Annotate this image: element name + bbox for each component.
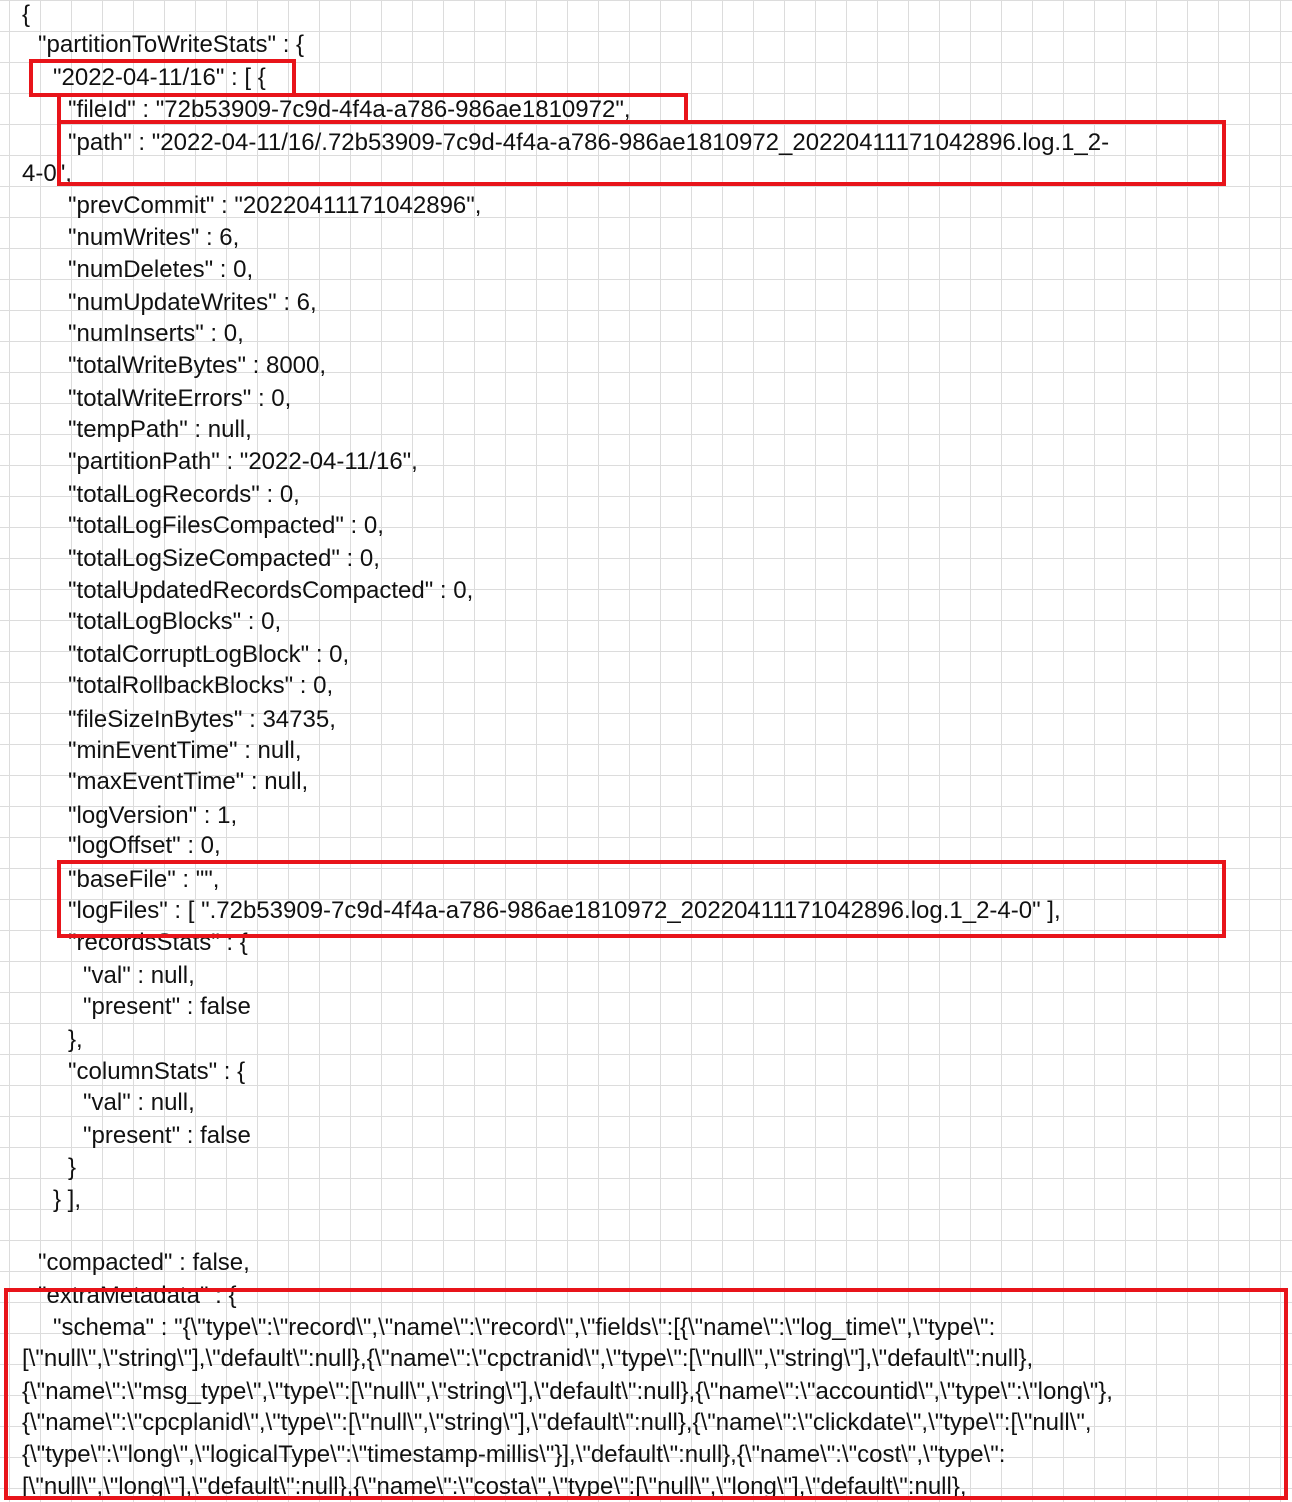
- json-line: "val" : null,: [83, 1089, 195, 1116]
- json-line: "extraMetadata" : {: [38, 1282, 237, 1309]
- json-line: "tempPath" : null,: [68, 416, 252, 443]
- json-line: "numDeletes" : 0,: [68, 256, 254, 283]
- json-line: {\"type\":\"long\",\"logicalType\":\"timestamp-millis\"}],\"default\":null},{\"name\":\"cost\",\"type\":: [22, 1441, 1006, 1468]
- json-line: {\"name\":\"msg_type\",\"type\":[\"null\",\"string\"],\"default\":null},{\"name\":\"accountid\",\"type\":\"long\"},: [22, 1378, 1113, 1405]
- json-line: "baseFile" : "",: [68, 866, 220, 893]
- json-line: "present" : false: [83, 993, 251, 1020]
- json-line: "totalRollbackBlocks" : 0,: [68, 672, 334, 699]
- json-line: } ],: [53, 1186, 82, 1213]
- json-line: "compacted" : false,: [38, 1249, 250, 1276]
- json-line: }: [68, 1154, 77, 1181]
- json-line: "recordsStats" : {: [68, 929, 248, 956]
- json-line: "numInserts" : 0,: [68, 320, 244, 347]
- json-line: "present" : false: [83, 1122, 251, 1149]
- json-line: "partitionPath" : "2022-04-11/16",: [68, 448, 418, 475]
- json-line: [\"null\",\"string\"],\"default\":null},{\"name\":\"cpctranid\",\"type\":[\"null\",\"string\"],\"default\":null},: [22, 1345, 1034, 1372]
- json-line: {: [22, 1, 31, 28]
- json-line: "totalLogSizeCompacted" : 0,: [68, 545, 380, 572]
- json-line: "schema" : "{\"type\":\"record\",\"name\":\"record\",\"fields\":[{\"name\":\"log_time\",\"type\":: [53, 1314, 996, 1341]
- json-line: "path" : "2022-04-11/16/.72b53909-7c9d-4f4a-a786-986ae1810972_20220411171042896.log.1_2-: [68, 129, 1110, 156]
- json-line: "val" : null,: [83, 962, 195, 989]
- json-line: "fileId" : "72b53909-7c9d-4f4a-a786-986ae1810972",: [68, 96, 631, 123]
- json-line: "totalCorruptLogBlock" : 0,: [68, 641, 350, 668]
- json-line: "partitionToWriteStats" : {: [38, 31, 305, 58]
- json-line: "logVersion" : 1,: [68, 802, 238, 829]
- json-line: "columnStats" : {: [68, 1058, 246, 1085]
- json-line: "numUpdateWrites" : 6,: [68, 289, 317, 316]
- json-line: "totalLogRecords" : 0,: [68, 481, 300, 508]
- json-line: "logFiles" : [ ".72b53909-7c9d-4f4a-a786-986ae1810972_20220411171042896.log.1_2-4-0" ],: [68, 897, 1061, 924]
- json-line: 4-0",: [22, 160, 72, 187]
- json-line: "totalUpdatedRecordsCompacted" : 0,: [68, 577, 474, 604]
- json-line: "totalWriteErrors" : 0,: [68, 385, 292, 412]
- json-line: "totalLogFilesCompacted" : 0,: [68, 512, 384, 539]
- json-line: [\"null\",\"long\"],\"default\":null},{\"name\":\"costa\",\"type\":[\"null\",\"long\"],\"default\":null},: [22, 1473, 967, 1500]
- json-line: "2022-04-11/16" : [ {: [53, 64, 266, 91]
- json-line: "totalWriteBytes" : 8000,: [68, 352, 327, 379]
- json-line: "fileSizeInBytes" : 34735,: [68, 706, 336, 733]
- json-line: "minEventTime" : null,: [68, 737, 302, 764]
- json-line: "numWrites" : 6,: [68, 224, 240, 251]
- json-line: {\"name\":\"cpcplanid\",\"type\":[\"null\",\"string\"],\"default\":null},{\"name\":\"clickdate\",\"type\":[\"null\",: [22, 1409, 1092, 1436]
- json-line: "prevCommit" : "20220411171042896",: [68, 192, 482, 219]
- json-line: "maxEventTime" : null,: [68, 768, 309, 795]
- json-line: },: [68, 1026, 83, 1053]
- json-line: "totalLogBlocks" : 0,: [68, 608, 282, 635]
- json-line: "logOffset" : 0,: [68, 832, 221, 859]
